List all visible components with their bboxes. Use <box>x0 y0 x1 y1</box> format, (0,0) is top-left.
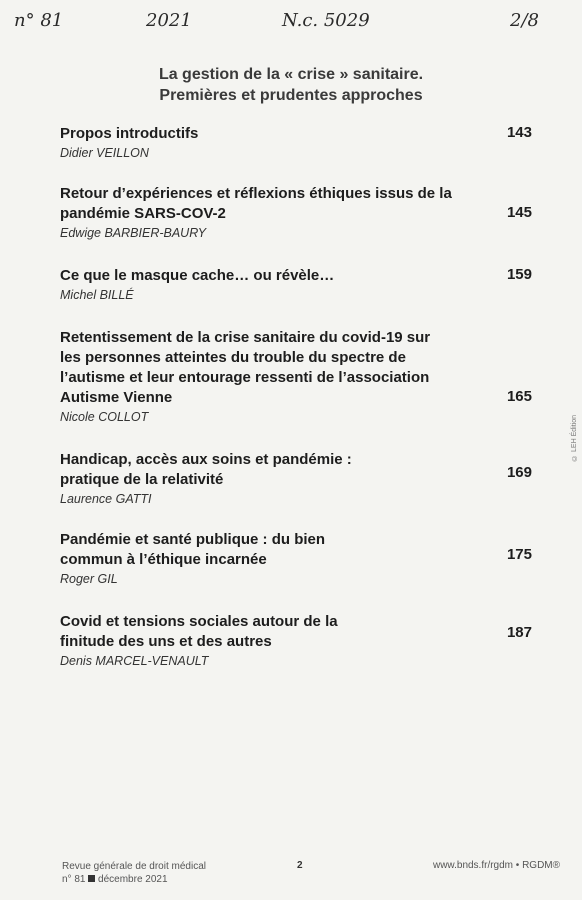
toc-entry-page: 159 <box>506 266 532 283</box>
handwritten-ref: N.c. 5029 <box>282 10 370 31</box>
section-title <box>0 64 582 106</box>
section-title-line1: La gestion de la « crise » sanitaire. <box>158 66 424 83</box>
footer-website: www.bnds.fr/rgdm • RGDM® <box>432 860 560 871</box>
toc-entry-page: 169 <box>506 464 532 481</box>
handwritten-issue: n° 81 <box>14 10 64 31</box>
toc-entry-page: 175 <box>506 546 532 563</box>
copyright-notice: © LEH Édition <box>571 415 578 461</box>
toc-entry <box>60 328 532 425</box>
toc-entry <box>60 124 532 161</box>
toc-entry-title: Ce que le masque cache… ou révèle… <box>60 267 335 284</box>
toc-entry-author: Didier VEILLON <box>60 146 149 160</box>
toc-entry-author: Edwige BARBIER-BAURY <box>60 226 207 240</box>
toc-entry-page: 187 <box>506 624 532 641</box>
toc-entry-page: 143 <box>506 124 532 141</box>
toc-entry-page: 145 <box>506 204 532 221</box>
section-title-line2: Premières et prudentes approches <box>159 87 423 104</box>
handwritten-year: 2021 <box>146 10 192 31</box>
toc-entry-title: Retour d’expériences et réflexions éthiques issus de la pandémie SARS-COV-2 <box>60 185 452 222</box>
handwritten-sheet: 2/8 <box>510 10 539 31</box>
toc-entry-author: Michel BILLÉ <box>60 288 134 302</box>
toc-entry-title: Retentissement de la crise sanitaire du covid-19 sur les personnes atteintes du trouble du spectre de l’autisme et leur entourage ressenti de l’association Autisme Vienne <box>60 329 431 406</box>
footer-issue <box>62 873 206 886</box>
toc-entry-author: Nicole COLLOT <box>60 410 149 424</box>
toc-entry-page: 165 <box>506 388 532 405</box>
toc-entry-author: Denis MARCEL-VENAULT <box>60 654 209 668</box>
toc-entry <box>60 530 532 587</box>
toc-entry-author: Laurence GATTI <box>60 492 152 506</box>
toc-entry-title: Covid et tensions sociales autour de la finitude des uns et des autres <box>60 613 338 650</box>
square-bullet-icon <box>88 875 95 882</box>
toc-entry-author: Roger GIL <box>60 572 118 586</box>
toc-entry-title: Pandémie et santé publique : du bien commun à l’éthique incarnée <box>60 531 326 568</box>
toc-entry <box>60 184 532 241</box>
toc-entry <box>60 266 532 303</box>
footer-issue-date: décembre 2021 <box>98 874 168 885</box>
page-number: 2 <box>297 860 303 871</box>
footer-issue-number: n° 81 <box>62 874 86 885</box>
toc-entry-title: Handicap, accès aux soins et pandémie : pratique de la relativité <box>60 451 352 488</box>
toc-entry <box>60 612 532 669</box>
footer-journal-info <box>62 860 206 886</box>
footer-journal-name: Revue générale de droit médical <box>62 861 206 872</box>
toc-entry <box>60 450 532 507</box>
toc-entry-title: Propos introductifs <box>60 125 199 142</box>
